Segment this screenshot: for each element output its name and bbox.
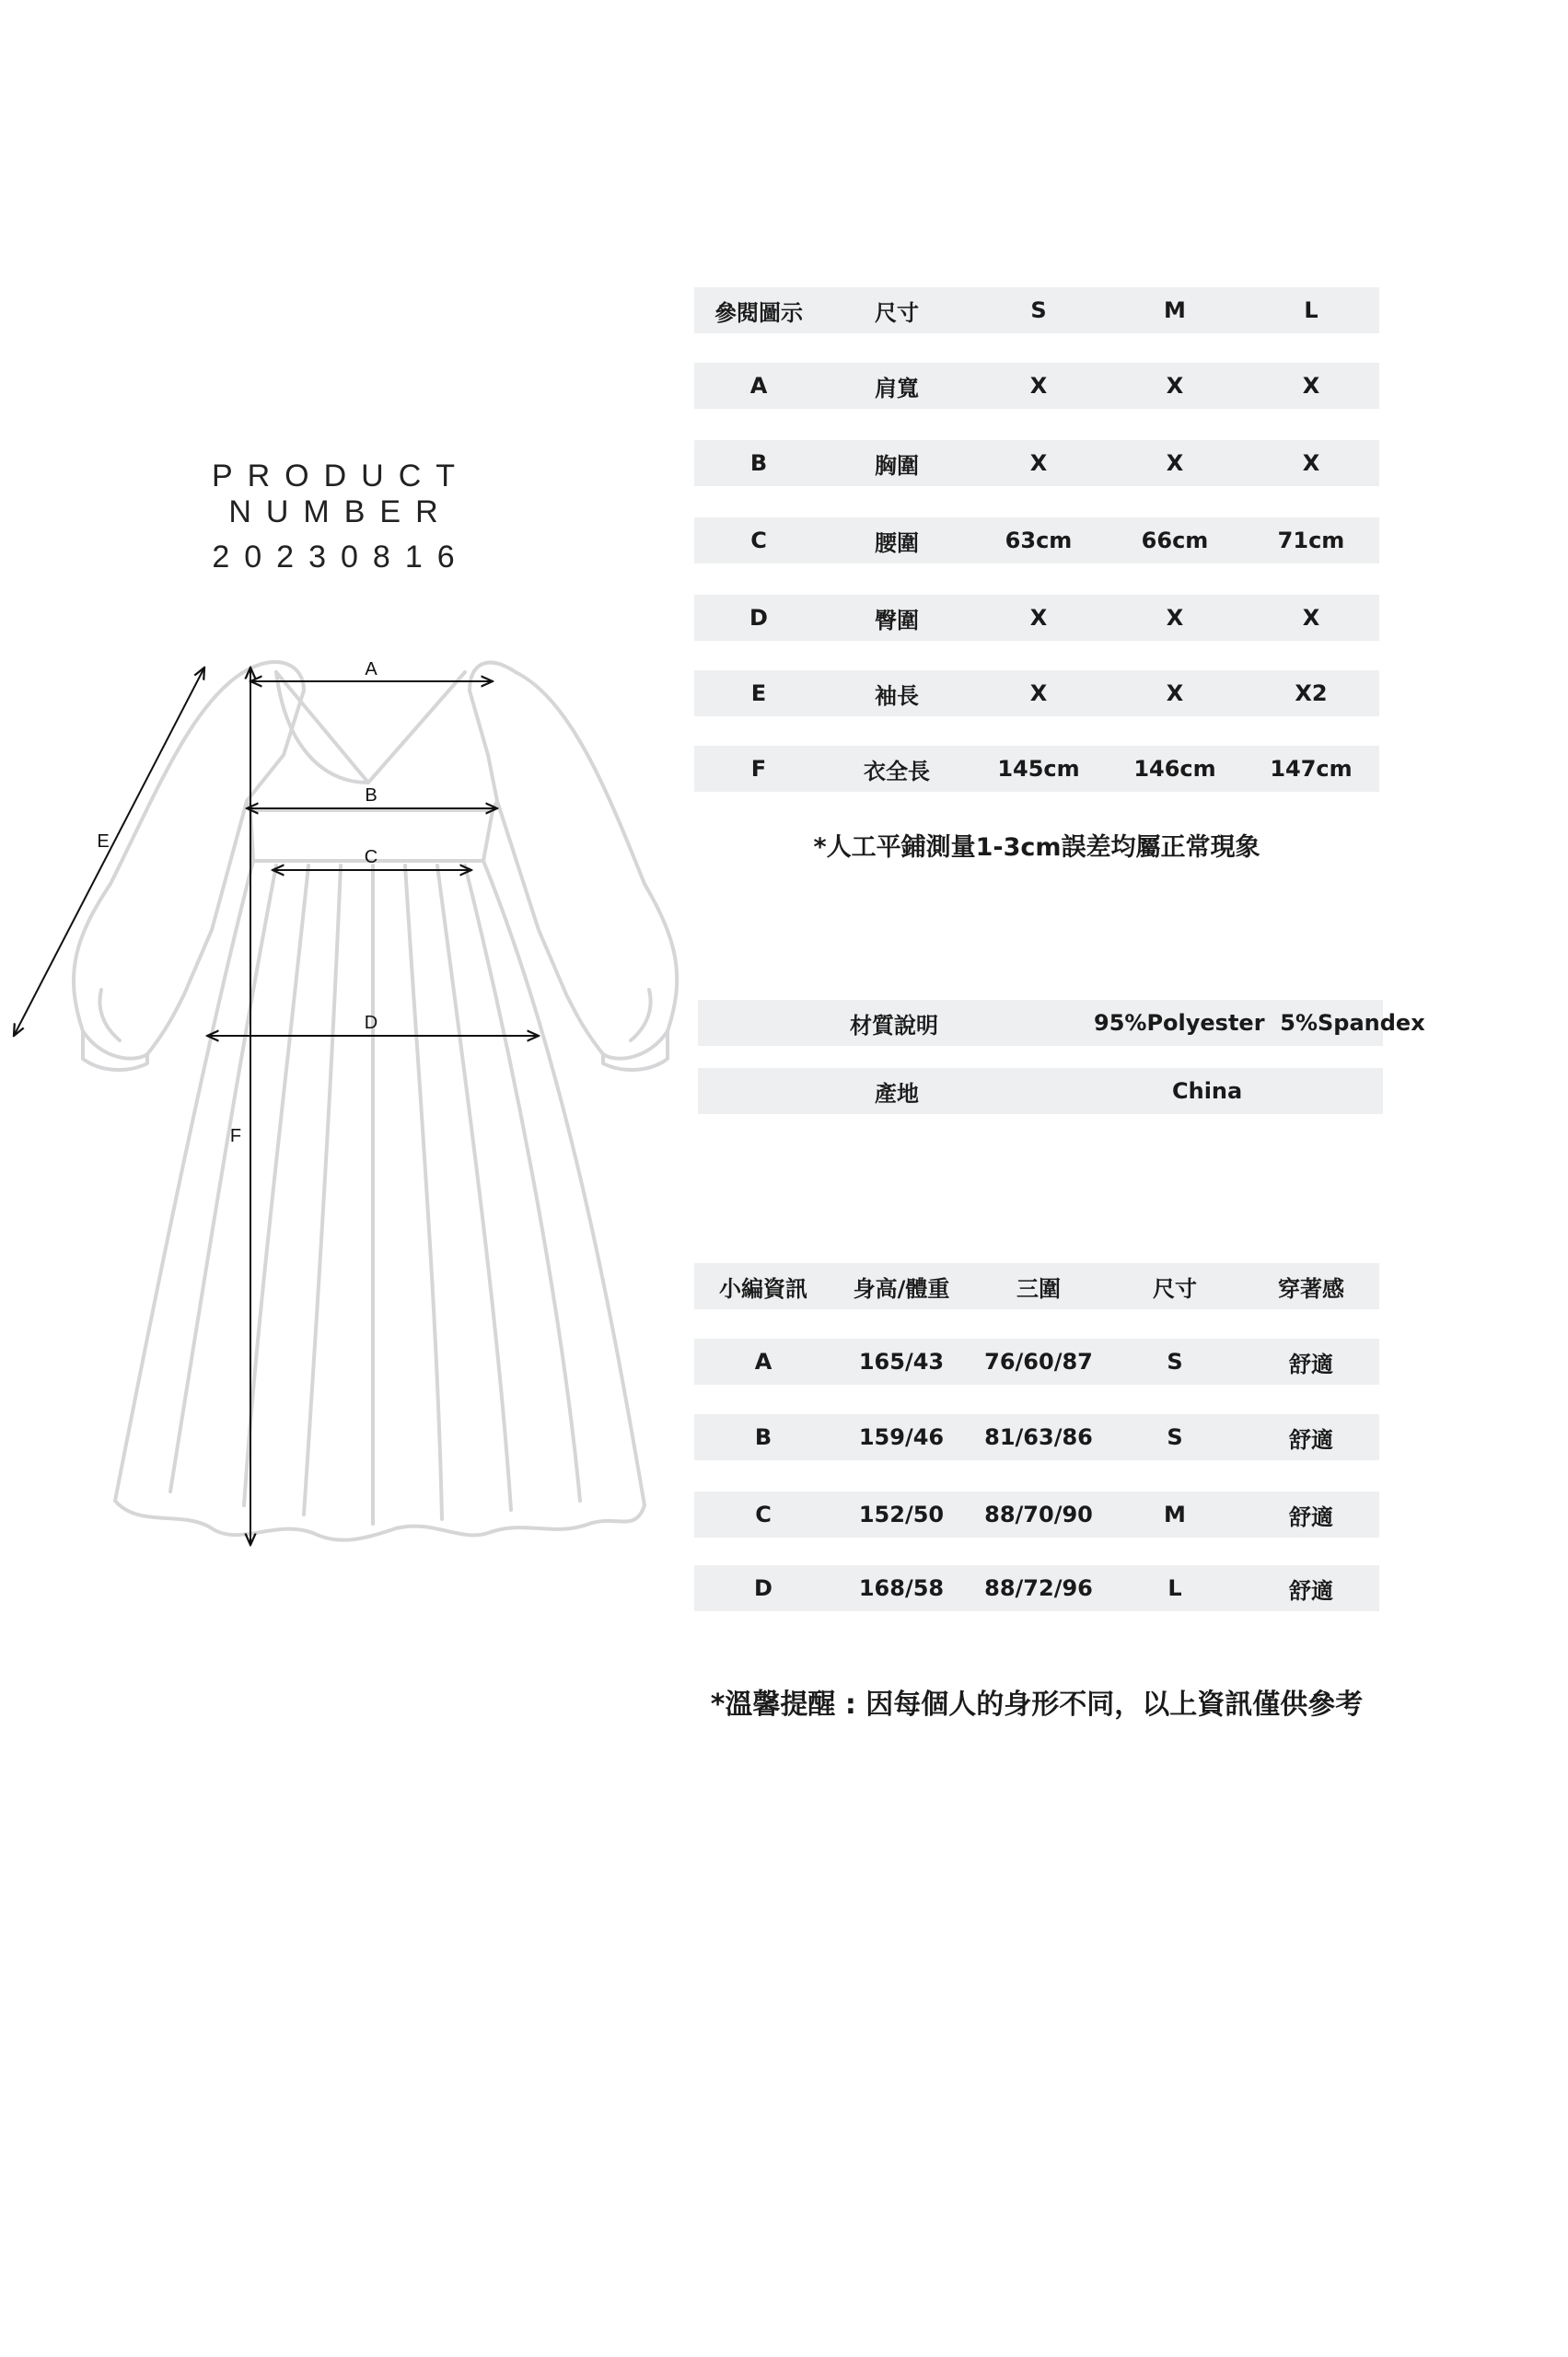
header-cell: 尺寸 (875, 299, 919, 326)
model-table-header (694, 1263, 1379, 1309)
table-cell: 舒適 (1289, 1351, 1333, 1377)
header-cell: M (1164, 297, 1186, 323)
table-cell: A (749, 373, 768, 399)
measurement-note: *人工平鋪測量1-3cm誤差均屬正常現象 (813, 833, 1260, 862)
table-cell: X (1029, 680, 1048, 706)
product-number (101, 459, 580, 575)
material-label: 材質說明 (850, 1012, 938, 1039)
table-cell: 66cm (1141, 528, 1209, 553)
table-cell: D (754, 1575, 772, 1601)
table-cell: S (1167, 1349, 1183, 1375)
table-cell: B (754, 1424, 772, 1450)
header-cell: S (1030, 297, 1047, 323)
table-cell: 146cm (1133, 756, 1216, 782)
table-cell: X (1166, 680, 1184, 706)
product-number-value: 20230816 (212, 540, 470, 575)
table-cell: X (1302, 450, 1320, 476)
header-cell: 穿著感 (1278, 1275, 1344, 1302)
label-b: B (365, 785, 377, 806)
label-e: E (97, 831, 110, 852)
table-cell: 63cm (1005, 528, 1073, 553)
table-row (698, 1068, 1383, 1114)
table-row (694, 440, 1379, 486)
table-cell: E (750, 680, 767, 706)
table-cell: 81/63/86 (984, 1424, 1093, 1450)
table-cell: 147cm (1270, 756, 1353, 782)
header-cell: 三圍 (1016, 1275, 1061, 1302)
table-cell: M (1164, 1502, 1186, 1527)
table-row (694, 595, 1379, 641)
table-cell: X2 (1295, 680, 1328, 706)
header-cell: 小編資訊 (719, 1275, 807, 1302)
origin-value: China (1172, 1078, 1243, 1104)
table-cell: 腰圍 (875, 529, 919, 556)
table-cell: 衣全長 (864, 758, 930, 784)
table-cell: 145cm (997, 756, 1080, 782)
table-cell: 肩寬 (875, 375, 919, 401)
table-cell: 165/43 (858, 1349, 945, 1375)
header-cell: L (1304, 297, 1318, 323)
table-cell: 舒適 (1289, 1577, 1333, 1604)
table-row (694, 1339, 1379, 1385)
table-cell: S (1167, 1424, 1183, 1450)
label-c: C (364, 847, 378, 867)
table-row (694, 746, 1379, 792)
header-cell: 參閱圖示 (714, 299, 803, 326)
table-cell: 胸圍 (875, 452, 919, 479)
table-cell: 88/72/96 (984, 1575, 1093, 1601)
table-cell: 臀圍 (875, 607, 919, 633)
table-cell: F (750, 756, 767, 782)
material-value: 95%Polyester 5%Spandex (1094, 1010, 1425, 1036)
table-cell: 159/46 (858, 1424, 945, 1450)
table-cell: X (1166, 373, 1184, 399)
table-cell: 舒適 (1289, 1504, 1333, 1530)
table-cell: C (755, 1502, 772, 1527)
label-d: D (364, 1013, 378, 1033)
table-cell: B (749, 450, 768, 476)
table-cell: X (1166, 605, 1184, 631)
table-row (694, 363, 1379, 409)
table-row (694, 1414, 1379, 1460)
size-table-header (694, 287, 1379, 333)
table-cell: X (1302, 605, 1320, 631)
product-number-title: PRODUCT NUMBER (211, 459, 470, 529)
table-row (694, 1565, 1379, 1611)
table-row (694, 517, 1379, 563)
table-cell: C (750, 528, 767, 553)
table-cell: D (749, 605, 768, 631)
table-cell: A (754, 1349, 772, 1375)
table-cell: 152/50 (858, 1502, 945, 1527)
table-cell: 71cm (1277, 528, 1345, 553)
table-cell: 88/70/90 (984, 1502, 1093, 1527)
table-cell: L (1167, 1575, 1182, 1601)
header-cell: 身高/體重 (853, 1275, 950, 1302)
header-cell: 尺寸 (1153, 1275, 1197, 1302)
label-f: F (229, 1126, 242, 1146)
table-cell: 168/58 (858, 1575, 945, 1601)
label-a: A (365, 659, 377, 679)
table-row (694, 670, 1379, 716)
table-cell: 袖長 (875, 682, 919, 709)
origin-label: 產地 (875, 1080, 919, 1107)
table-cell: X (1029, 605, 1048, 631)
table-cell: 舒適 (1289, 1426, 1333, 1453)
dress-diagram (0, 644, 700, 1565)
table-row (694, 1492, 1379, 1538)
table-cell: X (1029, 373, 1048, 399)
reminder-note: *溫馨提醒 : 因每個人的身形不同，以上資訊僅供參考 (710, 1689, 1364, 1721)
table-cell: X (1166, 450, 1184, 476)
table-cell: X (1302, 373, 1320, 399)
table-cell: X (1029, 450, 1048, 476)
table-row (698, 1000, 1425, 1046)
table-cell: 76/60/87 (984, 1349, 1093, 1375)
